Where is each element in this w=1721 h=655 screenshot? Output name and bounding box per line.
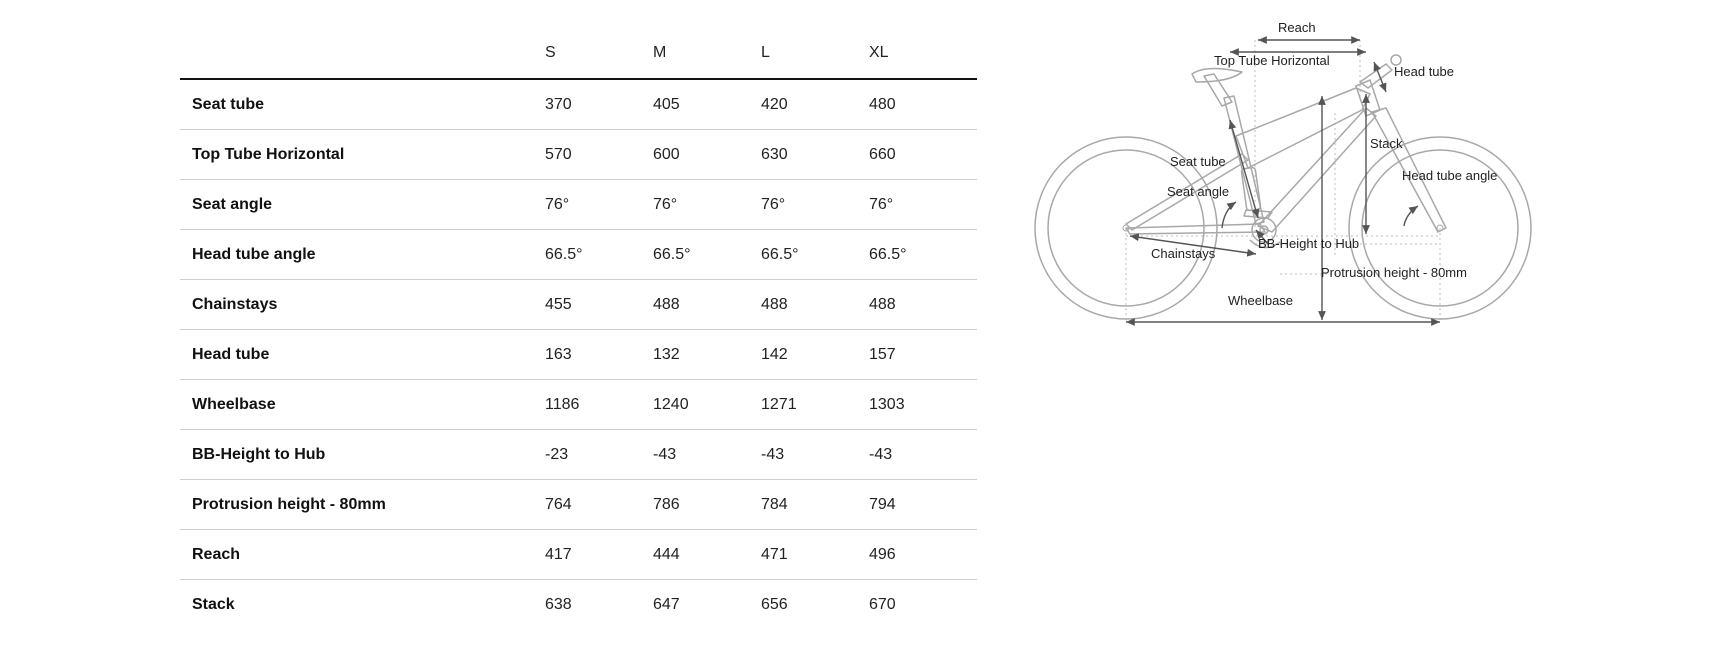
cell-value: 157 [869, 330, 977, 380]
cell-value: 786 [653, 480, 761, 530]
cell-value: 66.5° [653, 230, 761, 280]
cell-value: 66.5° [761, 230, 869, 280]
label-head-tube: Head tube [1394, 64, 1454, 79]
table-row [180, 280, 977, 330]
cell-value: 76° [761, 180, 869, 230]
geometry-table-body [180, 79, 977, 629]
row-label: BB-Height to Hub [180, 430, 545, 480]
table-row [180, 530, 977, 580]
label-bb-height-to-hub: BB-Height to Hub [1258, 236, 1360, 251]
label-chainstays: Chainstays [1151, 246, 1216, 261]
row-label: Wheelbase [180, 380, 545, 430]
header-size-l: L [761, 22, 869, 79]
table-row [180, 380, 977, 430]
table-row [180, 79, 977, 130]
cell-value: 420 [761, 79, 869, 130]
cell-value: 132 [653, 330, 761, 380]
cell-value: 488 [653, 280, 761, 330]
cell-value: 480 [869, 79, 977, 130]
cell-value: 76° [653, 180, 761, 230]
cell-value: 1271 [761, 380, 869, 430]
row-label: Chainstays [180, 280, 545, 330]
table-row [180, 230, 977, 280]
cell-value: 630 [761, 130, 869, 180]
table-row [180, 180, 977, 230]
cell-value: 66.5° [545, 230, 653, 280]
row-label: Seat angle [180, 180, 545, 230]
cell-value: 496 [869, 530, 977, 580]
header-size-s: S [545, 22, 653, 79]
cell-value: 647 [653, 595, 680, 613]
label-stack: Stack [1370, 136, 1403, 151]
cell-value: 76° [869, 180, 977, 230]
label-top-tube-horizontal: Top Tube Horizontal [1214, 53, 1330, 68]
cell-value: 66.5° [869, 230, 977, 280]
header-size-m: M [653, 22, 761, 79]
row-label: Head tube angle [180, 230, 545, 280]
row-label: Seat tube [180, 79, 545, 130]
header-size-xl: XL [869, 22, 977, 79]
cell-value: 656 [761, 595, 788, 613]
label-seat-angle: Seat angle [1167, 184, 1230, 199]
label-head-tube-angle: Head tube angle [1402, 168, 1498, 183]
table-row [180, 330, 977, 380]
label-wheelbase: Wheelbase [1228, 293, 1294, 308]
guide-lines [1126, 40, 1440, 323]
cell-value: 794 [869, 480, 977, 530]
geometry-table [180, 22, 977, 629]
cell-value: 670 [869, 595, 896, 613]
row-label: Protrusion height - 80mm [180, 480, 545, 530]
table-row [180, 130, 977, 180]
cell-value: -43 [761, 430, 869, 480]
table-row [180, 580, 977, 630]
cell-value: 488 [761, 280, 869, 330]
geometry-table-header [180, 22, 977, 79]
cell-value: 417 [545, 530, 653, 580]
row-label: Reach [180, 530, 545, 580]
row-label: Top Tube Horizontal [180, 130, 545, 180]
cell-value: 570 [545, 130, 653, 180]
cell-value: 600 [653, 130, 761, 180]
table-row [180, 480, 977, 530]
cell-value: 444 [653, 530, 761, 580]
header-row [180, 22, 977, 79]
cell-value: 638 [545, 595, 572, 613]
cell-value: 1303 [869, 380, 977, 430]
cell-value: -43 [653, 430, 761, 480]
cell-value: 660 [869, 130, 977, 180]
cell-value: 76° [545, 180, 653, 230]
label-seat-tube: Seat tube [1170, 154, 1226, 169]
cell-value: 764 [545, 480, 653, 530]
cell-value: 370 [545, 79, 653, 130]
cell-value: 1186 [545, 380, 653, 430]
row-label: Stack [192, 595, 235, 613]
cell-value: 142 [761, 330, 869, 380]
cell-value: -43 [869, 430, 977, 480]
bike-geometry-svg [1010, 18, 1570, 338]
table-row [180, 430, 977, 480]
label-reach: Reach [1278, 20, 1316, 35]
cell-value: 405 [653, 79, 761, 130]
cell-value: 1240 [653, 380, 761, 430]
header-label-cell [180, 22, 545, 79]
label-protrusion-height: Protrusion height - 80mm [1321, 265, 1467, 280]
cell-value: 163 [545, 330, 653, 380]
cell-value: 455 [545, 280, 653, 330]
cell-value: 784 [761, 480, 869, 530]
cell-value: 488 [869, 280, 977, 330]
bike-geometry-diagram [1010, 18, 1570, 338]
cell-value: 471 [761, 530, 869, 580]
cell-value: -23 [545, 430, 653, 480]
row-label: Head tube [180, 330, 545, 380]
